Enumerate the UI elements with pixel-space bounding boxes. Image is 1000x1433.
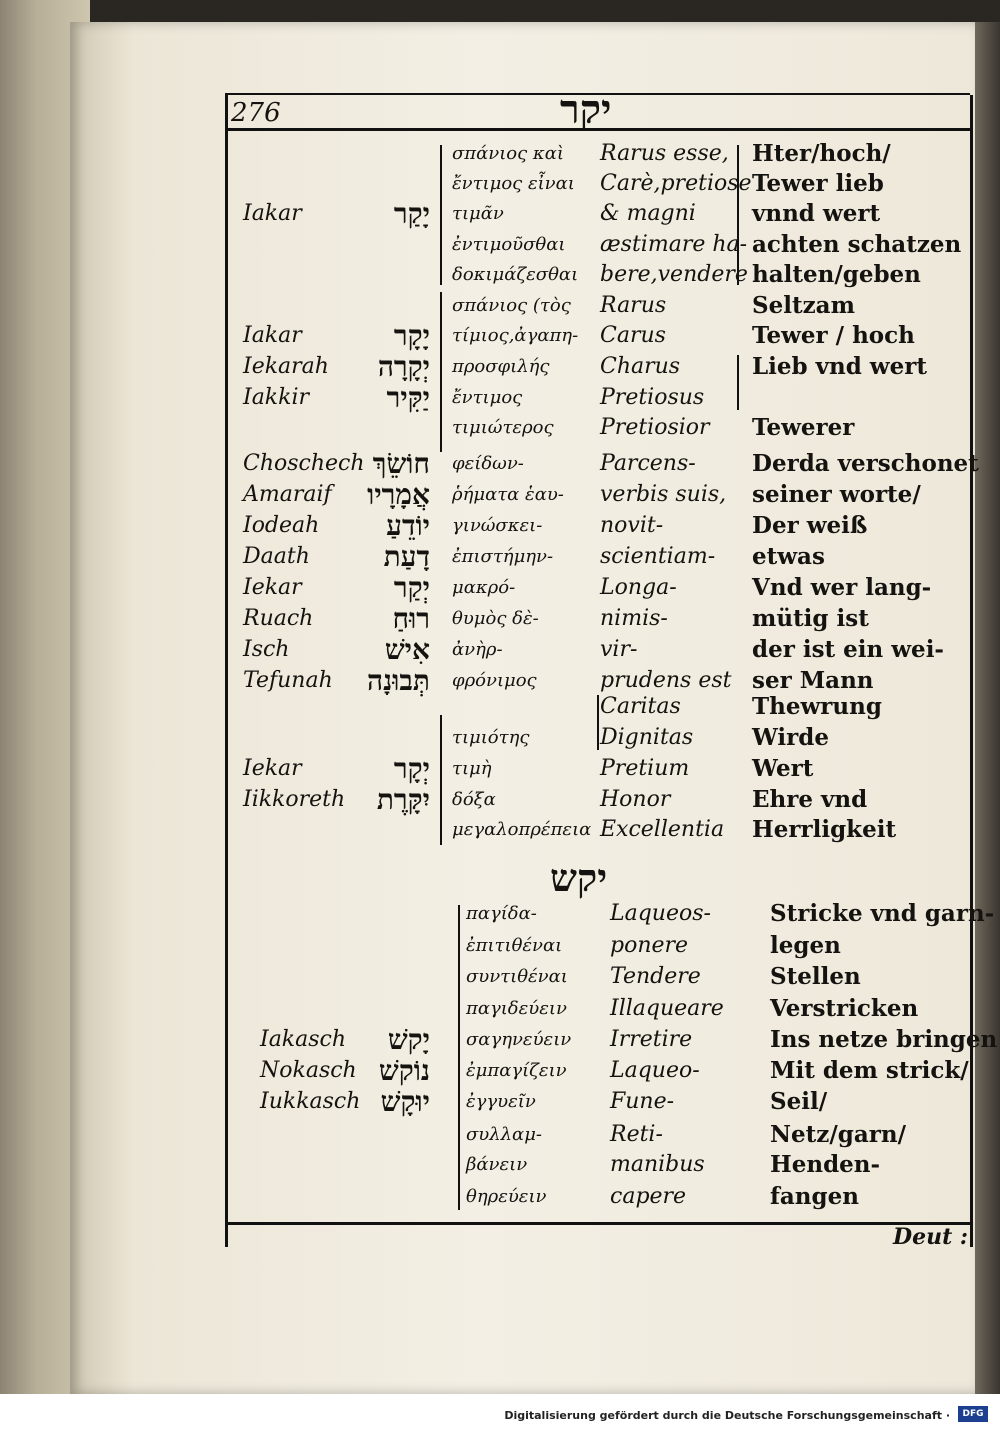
german-gloss: seiner worte/	[752, 481, 921, 508]
hebrew-word: אֲמָרָיו	[367, 478, 430, 511]
hebrew-word: יָקשׁ	[387, 1023, 430, 1056]
greek-word: σαγηνεύειν	[466, 1029, 572, 1050]
transliteration: Tefunah	[243, 668, 333, 693]
bracket-german-2	[737, 355, 739, 410]
latin-gloss: nimis-	[600, 606, 668, 631]
german-gloss: Der weiß	[752, 512, 868, 539]
latin-gloss: Parcens-	[600, 451, 696, 476]
latin-gloss: vir-	[600, 637, 638, 662]
hebrew-word: יִקָּרֶת	[376, 783, 430, 816]
german-gloss: Hter/hoch/	[752, 140, 891, 167]
latin-gloss: scientiam-	[600, 544, 716, 569]
german-gloss: Netz/garn/	[770, 1121, 906, 1148]
german-gloss: Ehre vnd	[752, 786, 868, 813]
german-gloss: Tewer / hoch	[752, 322, 915, 349]
greek-word: δοκιμάζεσθαι	[452, 264, 579, 285]
latin-gloss: Dignitas	[600, 725, 694, 750]
german-gloss: fangen	[770, 1183, 859, 1210]
latin-gloss: Laqueos-	[610, 901, 711, 926]
latin-gloss: Carè,pretiose	[600, 171, 752, 196]
hebrew-word: תְּבוּנָה	[367, 664, 430, 697]
greek-word: ἀνὴρ-	[452, 639, 503, 660]
hebrew-word: יְקָר	[393, 752, 430, 785]
latin-gloss: æstimare ha-	[600, 232, 748, 257]
latin-gloss: Pretiosus	[600, 385, 705, 410]
german-gloss: Wirde	[752, 724, 829, 751]
greek-word: συλλαμ-	[466, 1124, 542, 1145]
hebrew-word: יוֹדֵעַ	[386, 509, 430, 542]
german-gloss: Tewerer	[752, 414, 855, 441]
bracket-greek-1	[440, 145, 442, 285]
greek-word: προσφιλής	[452, 356, 550, 377]
running-head: יקר	[560, 86, 612, 133]
german-gloss: Vnd wer lang-	[752, 574, 932, 601]
greek-word: σπάνιος καὶ	[452, 143, 564, 164]
german-gloss: Herrligkeit	[752, 816, 897, 843]
transliteration: Iikkoreth	[243, 787, 346, 812]
latin-gloss: Caritas	[600, 694, 681, 719]
german-gloss: Wert	[752, 755, 814, 782]
transliteration: Ruach	[243, 606, 314, 631]
greek-word: σπάνιος (τὸς	[452, 295, 571, 316]
latin-gloss: Pretiosior	[600, 415, 710, 440]
latin-gloss: Carus	[600, 323, 666, 348]
latin-gloss: Fune-	[610, 1089, 675, 1114]
hebrew-word: יְקָרָה	[377, 350, 430, 383]
greek-word: τιμᾶν	[452, 203, 504, 224]
german-gloss: der ist ein wei-	[752, 636, 944, 663]
latin-gloss: capere	[610, 1184, 687, 1209]
german-gloss: etwas	[752, 543, 825, 570]
latin-gloss: Illaqueare	[610, 996, 724, 1021]
latin-gloss: Reti-	[610, 1122, 663, 1147]
hebrew-word: יַקִּיר	[386, 381, 430, 414]
bracket-latin-1	[597, 695, 599, 750]
footer-text: Digitalisierung gefördert durch die Deutsche Forschungsgemeinschaft ·	[504, 1409, 950, 1422]
greek-word: βάνειν	[466, 1154, 528, 1175]
latin-gloss: ponere	[610, 933, 689, 958]
transliteration: Daath	[243, 544, 310, 569]
greek-word: μακρό-	[452, 577, 516, 598]
german-gloss: ser Mann	[752, 667, 874, 694]
greek-word: δόξα	[452, 789, 496, 810]
greek-word: ἐπιτιθέναι	[466, 935, 563, 956]
footer-rule	[225, 1222, 970, 1225]
german-gloss: mütig ist	[752, 605, 869, 632]
bracket-greek-3	[440, 715, 442, 845]
greek-word: τιμιότης	[452, 727, 530, 748]
german-gloss: Ins netze bringen	[770, 1026, 998, 1053]
hebrew-word: דָעַת	[383, 540, 430, 573]
latin-gloss: manibus	[610, 1152, 705, 1177]
catchword: Deut :	[893, 1224, 969, 1250]
hebrew-word: חוֹשֵׂךְ	[372, 447, 430, 480]
latin-gloss: Pretium	[600, 756, 690, 781]
greek-word: ἔντιμος εἶναι	[452, 173, 575, 194]
transliteration: Amaraif	[243, 482, 332, 507]
latin-gloss: Rarus	[600, 293, 667, 318]
latin-gloss: Rarus esse,	[600, 141, 729, 166]
section-head: יקש	[550, 855, 608, 900]
greek-word: μεγαλοπρέπεια	[452, 819, 592, 840]
bracket-greek-4	[458, 905, 460, 1210]
transliteration: Iekar	[243, 575, 302, 600]
greek-word: τίμιος,ἀγαπη-	[452, 325, 579, 346]
latin-gloss: novit-	[600, 513, 664, 538]
german-gloss: Seltzam	[752, 292, 855, 319]
latin-gloss: prudens est	[600, 668, 732, 693]
german-gloss: Henden-	[770, 1151, 881, 1178]
transliteration: Iekarah	[243, 354, 329, 379]
greek-word: γινώσκει-	[452, 515, 543, 536]
transliteration: Iakkir	[243, 385, 310, 410]
greek-word: ἐπιστήμην-	[452, 546, 554, 567]
german-gloss: Thewrung	[752, 693, 882, 720]
latin-gloss: Tendere	[610, 964, 701, 989]
greek-word: φείδων-	[452, 453, 524, 474]
hebrew-word: רוּחַ	[392, 602, 430, 635]
transliteration: Isch	[243, 637, 290, 662]
latin-gloss: Laqueo-	[610, 1058, 700, 1083]
latin-gloss: Excellentia	[600, 817, 725, 842]
greek-word: παγιδεύειν	[466, 998, 567, 1019]
german-gloss: legen	[770, 932, 841, 959]
german-gloss: Derda verschonet	[752, 450, 979, 477]
hebrew-word: יְקַר	[393, 571, 430, 604]
page-number: 276	[231, 98, 281, 128]
latin-gloss: verbis suis,	[600, 482, 727, 507]
latin-gloss: Charus	[600, 354, 681, 379]
greek-word: παγίδα-	[466, 903, 537, 924]
transliteration: Iakar	[243, 323, 302, 348]
german-gloss: Stricke vnd garn-	[770, 900, 995, 927]
hebrew-word: יָקַר	[393, 197, 430, 230]
hebrew-word: יוּקָשׁ	[380, 1085, 430, 1118]
hebrew-word: אִישׁ	[384, 633, 430, 666]
greek-word: θυμὸς δὲ-	[452, 608, 539, 629]
german-gloss: Mit dem strick/	[770, 1057, 969, 1084]
greek-word: φρόνιμος	[452, 670, 537, 691]
greek-word: ἔντιμος	[452, 387, 523, 408]
german-gloss: Seil/	[770, 1088, 828, 1115]
german-gloss: Verstricken	[770, 995, 919, 1022]
latin-gloss: & magni	[600, 201, 696, 226]
greek-word: ἐγγυεῖν	[466, 1091, 536, 1112]
greek-word: ἐντιμοῦσθαι	[452, 234, 566, 255]
latin-gloss: Longa-	[600, 575, 677, 600]
german-gloss: Stellen	[770, 963, 861, 990]
german-gloss: achten schatzen	[752, 231, 962, 258]
latin-gloss: bere,vendere	[600, 262, 748, 287]
transliteration: Iekar	[243, 756, 302, 781]
bracket-greek-2	[440, 292, 442, 452]
greek-word: συντιθέναι	[466, 966, 568, 987]
transliteration: Iodeah	[243, 513, 320, 538]
german-gloss: Lieb vnd wert	[752, 353, 927, 380]
dfg-logo-icon: DFG	[958, 1406, 988, 1422]
latin-gloss: Honor	[600, 787, 671, 812]
footer-bar	[0, 1394, 1000, 1433]
greek-word: ῥήματα ἑαυ-	[452, 484, 564, 505]
transliteration: Iakasch	[260, 1027, 347, 1052]
latin-gloss: Irretire	[610, 1027, 693, 1052]
greek-word: ἐμπαγίζειν	[466, 1060, 567, 1081]
greek-word: τιμιώτερος	[452, 417, 554, 438]
transliteration: Iukkasch	[260, 1089, 361, 1114]
page-edge	[975, 22, 1000, 1394]
greek-word: θηρεύειν	[466, 1186, 547, 1207]
transliteration: Iakar	[243, 201, 302, 226]
german-gloss: halten/geben	[752, 261, 921, 288]
greek-word: τιμὴ	[452, 758, 492, 779]
transliteration: Choschech	[243, 451, 365, 476]
hebrew-word: נוֹקשׁ	[378, 1054, 430, 1087]
hebrew-word: יָקָר	[393, 319, 430, 352]
transliteration: Nokasch	[260, 1058, 357, 1083]
german-gloss: Tewer lieb	[752, 170, 884, 197]
german-gloss: vnnd wert	[752, 200, 881, 227]
